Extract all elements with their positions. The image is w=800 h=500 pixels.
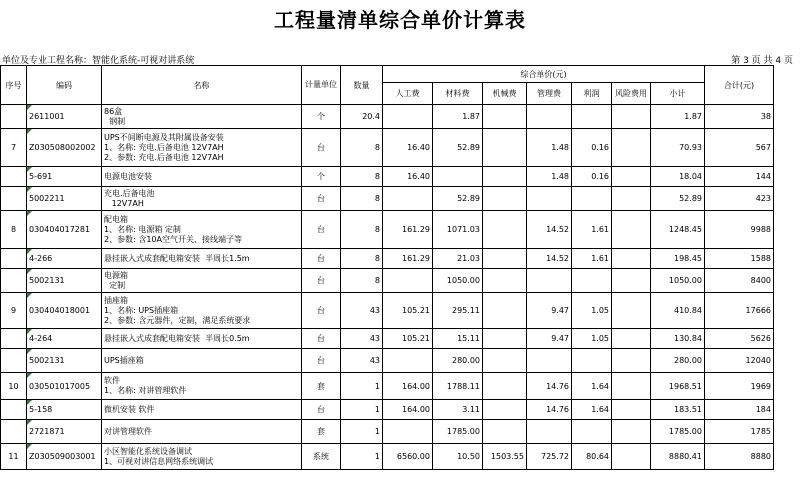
header-material: 材料费 <box>433 83 483 105</box>
subtotal-cell: 1968.51 <box>651 373 705 400</box>
risk-cell <box>612 187 651 211</box>
unit-cell: 套 <box>302 373 341 400</box>
name-cell <box>102 349 302 373</box>
table-row <box>1 187 774 211</box>
name-line: 1、可视对讲信息网络系统调试 <box>104 456 214 466</box>
table-row <box>1 349 774 373</box>
name-line: 2、参数: 含元器件，定制，满足系统要求 <box>104 315 251 325</box>
subtotal-cell: 130.84 <box>651 329 705 349</box>
material-cell: 1050.00 <box>433 269 483 293</box>
risk-cell <box>612 211 651 249</box>
name-cell <box>102 211 302 249</box>
profit-cell: 1.05 <box>572 329 612 349</box>
unit-cell: 台 <box>302 187 341 211</box>
name-cell <box>102 293 302 329</box>
code-cell: Z030509003001 <box>27 444 102 470</box>
qty-cell: 43 <box>341 293 383 329</box>
unit-cell: 台 <box>302 249 341 269</box>
unit-cell: 台 <box>302 269 341 293</box>
machine-cell <box>483 269 527 293</box>
table-row <box>1 249 774 269</box>
code-cell: Z030508002002 <box>27 129 102 167</box>
labor-cell <box>383 349 433 373</box>
code-cell: 2721871 <box>27 420 102 444</box>
machine-cell <box>483 105 527 129</box>
header-unit: 计量单位 <box>302 66 341 105</box>
profit-cell <box>572 105 612 129</box>
qty-cell: 8 <box>341 269 383 293</box>
name-line: 插座箱 <box>104 295 128 305</box>
total-cell: 17666 <box>705 293 774 329</box>
risk-cell <box>612 349 651 373</box>
subtotal-cell: 410.84 <box>651 293 705 329</box>
code-cell: 030404018001 <box>27 293 102 329</box>
machine-cell <box>483 373 527 400</box>
labor-cell: 16.40 <box>383 167 433 187</box>
risk-cell <box>612 400 651 420</box>
name-cell <box>102 400 302 420</box>
mgmt-cell <box>527 105 572 129</box>
total-cell: 423 <box>705 187 774 211</box>
profit-cell <box>572 269 612 293</box>
risk-cell <box>612 420 651 444</box>
name-cell <box>102 249 302 269</box>
total-cell: 144 <box>705 167 774 187</box>
machine-cell <box>483 187 527 211</box>
header-name: 名称 <box>102 66 302 105</box>
total-cell: 567 <box>705 129 774 167</box>
header-composite-price: 综合单价(元) <box>383 66 705 83</box>
table-row <box>1 329 774 349</box>
mgmt-cell: 14.76 <box>527 400 572 420</box>
machine-cell: 1503.55 <box>483 444 527 470</box>
name-line: 钢制 <box>104 116 126 126</box>
project-unit-label: 单位及专业工程名称：智能化系统-可视对讲系统 <box>2 56 195 66</box>
seq-cell <box>1 400 27 420</box>
machine-cell <box>483 420 527 444</box>
name-line: 1、名称: 电源箱 定制 <box>104 224 181 234</box>
name-line: 悬挂嵌入式成套配电箱安装 半周长0.5m <box>104 333 250 343</box>
name-line: 86盒 <box>104 106 123 116</box>
material-cell: 52.89 <box>433 187 483 211</box>
seq-cell <box>1 249 27 269</box>
labor-cell: 161.29 <box>383 249 433 269</box>
table-row <box>1 167 774 187</box>
profit-cell: 1.61 <box>572 249 612 269</box>
total-cell: 1969 <box>705 373 774 400</box>
unit-cell: 台 <box>302 329 341 349</box>
total-cell: 8400 <box>705 269 774 293</box>
seq-cell: 7 <box>1 129 27 167</box>
price-table <box>0 65 774 470</box>
name-line: 电源电池安装 <box>104 171 152 181</box>
subtotal-cell: 8880.41 <box>651 444 705 470</box>
qty-cell: 8 <box>341 129 383 167</box>
seq-cell: 11 <box>1 444 27 470</box>
table-row <box>1 211 774 249</box>
machine-cell <box>483 329 527 349</box>
code-cell: 5002131 <box>27 349 102 373</box>
name-line: 小区智能化系统设备调试 <box>104 446 192 456</box>
unit-cell: 台 <box>302 293 341 329</box>
risk-cell <box>612 373 651 400</box>
qty-cell: 8 <box>341 211 383 249</box>
header-seq: 序号 <box>1 66 27 105</box>
header-machine: 机械费 <box>483 83 527 105</box>
risk-cell <box>612 293 651 329</box>
risk-cell <box>612 444 651 470</box>
machine-cell <box>483 211 527 249</box>
header-qty: 数量 <box>341 66 383 105</box>
machine-cell <box>483 349 527 373</box>
name-cell <box>102 167 302 187</box>
subtotal-cell: 52.89 <box>651 187 705 211</box>
name-line: UPS不间断电源及其附属设备安装 <box>104 132 224 142</box>
subtotal-cell: 1050.00 <box>651 269 705 293</box>
mgmt-cell: 14.76 <box>527 373 572 400</box>
mgmt-cell: 1.48 <box>527 129 572 167</box>
seq-cell <box>1 420 27 444</box>
name-line: 充电.后备电池 <box>104 188 155 198</box>
name-cell <box>102 329 302 349</box>
total-cell: 1588 <box>705 249 774 269</box>
profit-cell: 0.16 <box>572 129 612 167</box>
risk-cell <box>612 249 651 269</box>
table-row <box>1 373 774 400</box>
name-line: 配电箱 <box>104 214 128 224</box>
mgmt-cell: 14.52 <box>527 249 572 269</box>
name-line: 2、参数: 含10A空气开关、接线端子等 <box>104 234 242 244</box>
code-cell: 2611001 <box>27 105 102 129</box>
labor-cell <box>383 187 433 211</box>
subtotal-cell: 1248.45 <box>651 211 705 249</box>
risk-cell <box>612 105 651 129</box>
material-cell: 3.11 <box>433 400 483 420</box>
name-line: 1、名称: 对讲管理软件 <box>104 386 187 395</box>
material-cell: 1788.11 <box>433 373 483 400</box>
profit-cell: 1.05 <box>572 293 612 329</box>
name-line: 微机安装 软件 <box>104 404 155 414</box>
mgmt-cell <box>527 349 572 373</box>
code-cell: 030404017281 <box>27 211 102 249</box>
qty-cell: 43 <box>341 329 383 349</box>
total-cell: 9988 <box>705 211 774 249</box>
labor-cell <box>383 105 433 129</box>
qty-cell: 8 <box>341 249 383 269</box>
name-cell <box>102 444 302 470</box>
name-line: 1、名称: UPS插座箱 <box>104 305 179 315</box>
qty-cell: 8 <box>341 187 383 211</box>
code-cell: 5-158 <box>27 400 102 420</box>
qty-cell: 20.4 <box>341 105 383 129</box>
risk-cell <box>612 329 651 349</box>
code-cell: 030501017005 <box>27 373 102 400</box>
mgmt-cell: 1.48 <box>527 167 572 187</box>
qty-cell: 1 <box>341 444 383 470</box>
profit-cell <box>572 187 612 211</box>
unit-cell: 台 <box>302 129 341 167</box>
qty-cell: 43 <box>341 349 383 373</box>
unit-cell: 套 <box>302 420 341 444</box>
seq-cell <box>1 187 27 211</box>
profit-cell: 1.61 <box>572 211 612 249</box>
name-line: 1、名称: 充电.后备电池 12V7AH <box>104 142 224 152</box>
material-cell: 10.50 <box>433 444 483 470</box>
header-code: 编码 <box>27 66 102 105</box>
risk-cell <box>612 167 651 187</box>
name-cell <box>102 269 302 293</box>
risk-cell <box>612 129 651 167</box>
mgmt-cell <box>527 187 572 211</box>
header-labor: 人工费 <box>383 83 433 105</box>
seq-cell <box>1 105 27 129</box>
name-cell <box>102 420 302 444</box>
profit-cell: 0.16 <box>572 167 612 187</box>
code-cell: 5002211 <box>27 187 102 211</box>
total-cell: 1785 <box>705 420 774 444</box>
mgmt-cell: 9.47 <box>527 329 572 349</box>
total-cell: 5626 <box>705 329 774 349</box>
total-cell: 38 <box>705 105 774 129</box>
unit-cell: 系统 <box>302 444 341 470</box>
table-row <box>1 400 774 420</box>
code-cell: 4-264 <box>27 329 102 349</box>
header-profit: 利润 <box>572 83 612 105</box>
header-subtotal: 小计 <box>651 83 705 105</box>
code-cell: 5-691 <box>27 167 102 187</box>
page-number: 第 3 页 共 4 页 <box>731 56 793 66</box>
subtotal-cell: 1785.00 <box>651 420 705 444</box>
labor-cell: 6560.00 <box>383 444 433 470</box>
subtotal-cell: 280.00 <box>651 349 705 373</box>
machine-cell <box>483 167 527 187</box>
mgmt-cell: 725.72 <box>527 444 572 470</box>
qty-cell: 1 <box>341 373 383 400</box>
risk-cell <box>612 269 651 293</box>
seq-cell: 10 <box>1 373 27 400</box>
name-cell <box>102 105 302 129</box>
header-total: 合计(元) <box>705 66 774 105</box>
material-cell: 21.03 <box>433 249 483 269</box>
table-row <box>1 293 774 329</box>
material-cell: 15.11 <box>433 329 483 349</box>
mgmt-cell: 9.47 <box>527 293 572 329</box>
labor-cell: 105.21 <box>383 329 433 349</box>
name-line: 电源箱 <box>104 270 128 280</box>
material-cell: 295.11 <box>433 293 483 329</box>
table-row <box>1 269 774 293</box>
material-cell: 1071.03 <box>433 211 483 249</box>
seq-cell: 9 <box>1 293 27 329</box>
machine-cell <box>483 293 527 329</box>
code-cell: 5002131 <box>27 269 102 293</box>
labor-cell: 164.00 <box>383 400 433 420</box>
name-line: 2、参数: 充电.后备电池 12V7AH <box>104 152 224 162</box>
mgmt-cell: 14.52 <box>527 211 572 249</box>
subtotal-cell: 198.45 <box>651 249 705 269</box>
header-risk: 风险费用 <box>612 83 651 105</box>
labor-cell <box>383 420 433 444</box>
seq-cell: 8 <box>1 211 27 249</box>
profit-cell: 1.64 <box>572 373 612 400</box>
seq-cell <box>1 167 27 187</box>
labor-cell: 16.40 <box>383 129 433 167</box>
name-line: 定制 <box>104 280 126 290</box>
unit-cell: 台 <box>302 349 341 373</box>
unit-cell: 个 <box>302 167 341 187</box>
subtotal-cell: 1.87 <box>651 105 705 129</box>
subtotal-cell: 70.93 <box>651 129 705 167</box>
code-cell: 4-266 <box>27 249 102 269</box>
table-row <box>1 105 774 129</box>
machine-cell <box>483 129 527 167</box>
material-cell <box>433 167 483 187</box>
table-row <box>1 420 774 444</box>
labor-cell: 161.29 <box>383 211 433 249</box>
name-line: 12V7AH <box>104 198 144 208</box>
seq-cell <box>1 329 27 349</box>
profit-cell: 80.64 <box>572 444 612 470</box>
qty-cell: 8 <box>341 167 383 187</box>
labor-cell <box>383 269 433 293</box>
profit-cell <box>572 349 612 373</box>
total-cell: 8880 <box>705 444 774 470</box>
table-row <box>1 129 774 167</box>
table-row <box>1 444 774 470</box>
name-cell <box>102 129 302 167</box>
mgmt-cell <box>527 420 572 444</box>
name-line: 对讲管理软件 <box>104 426 152 436</box>
header-mgmt: 管理费 <box>527 83 572 105</box>
name-cell <box>102 187 302 211</box>
subtotal-cell: 18.04 <box>651 167 705 187</box>
material-cell: 52.89 <box>433 129 483 167</box>
labor-cell: 105.21 <box>383 293 433 329</box>
subtotal-cell: 183.51 <box>651 400 705 420</box>
name-cell <box>102 373 302 400</box>
material-cell: 1.87 <box>433 105 483 129</box>
machine-cell <box>483 249 527 269</box>
seq-cell <box>1 269 27 293</box>
page-title: 工程量清单综合单价计算表 <box>274 8 526 32</box>
profit-cell <box>572 420 612 444</box>
labor-cell: 164.00 <box>383 373 433 400</box>
mgmt-cell <box>527 269 572 293</box>
machine-cell <box>483 400 527 420</box>
material-cell: 1785.00 <box>433 420 483 444</box>
name-line: UPS插座箱 <box>104 355 144 365</box>
profit-cell: 1.64 <box>572 400 612 420</box>
total-cell: 12040 <box>705 349 774 373</box>
qty-cell: 1 <box>341 400 383 420</box>
name-line: 软件 <box>104 376 120 385</box>
total-cell: 184 <box>705 400 774 420</box>
name-line: 悬挂嵌入式成套配电箱安装 半周长1.5m <box>104 253 250 263</box>
unit-cell: 台 <box>302 211 341 249</box>
material-cell: 280.00 <box>433 349 483 373</box>
unit-cell: 台 <box>302 400 341 420</box>
seq-cell <box>1 349 27 373</box>
unit-cell: 个 <box>302 105 341 129</box>
qty-cell: 1 <box>341 420 383 444</box>
table-body <box>1 105 774 470</box>
